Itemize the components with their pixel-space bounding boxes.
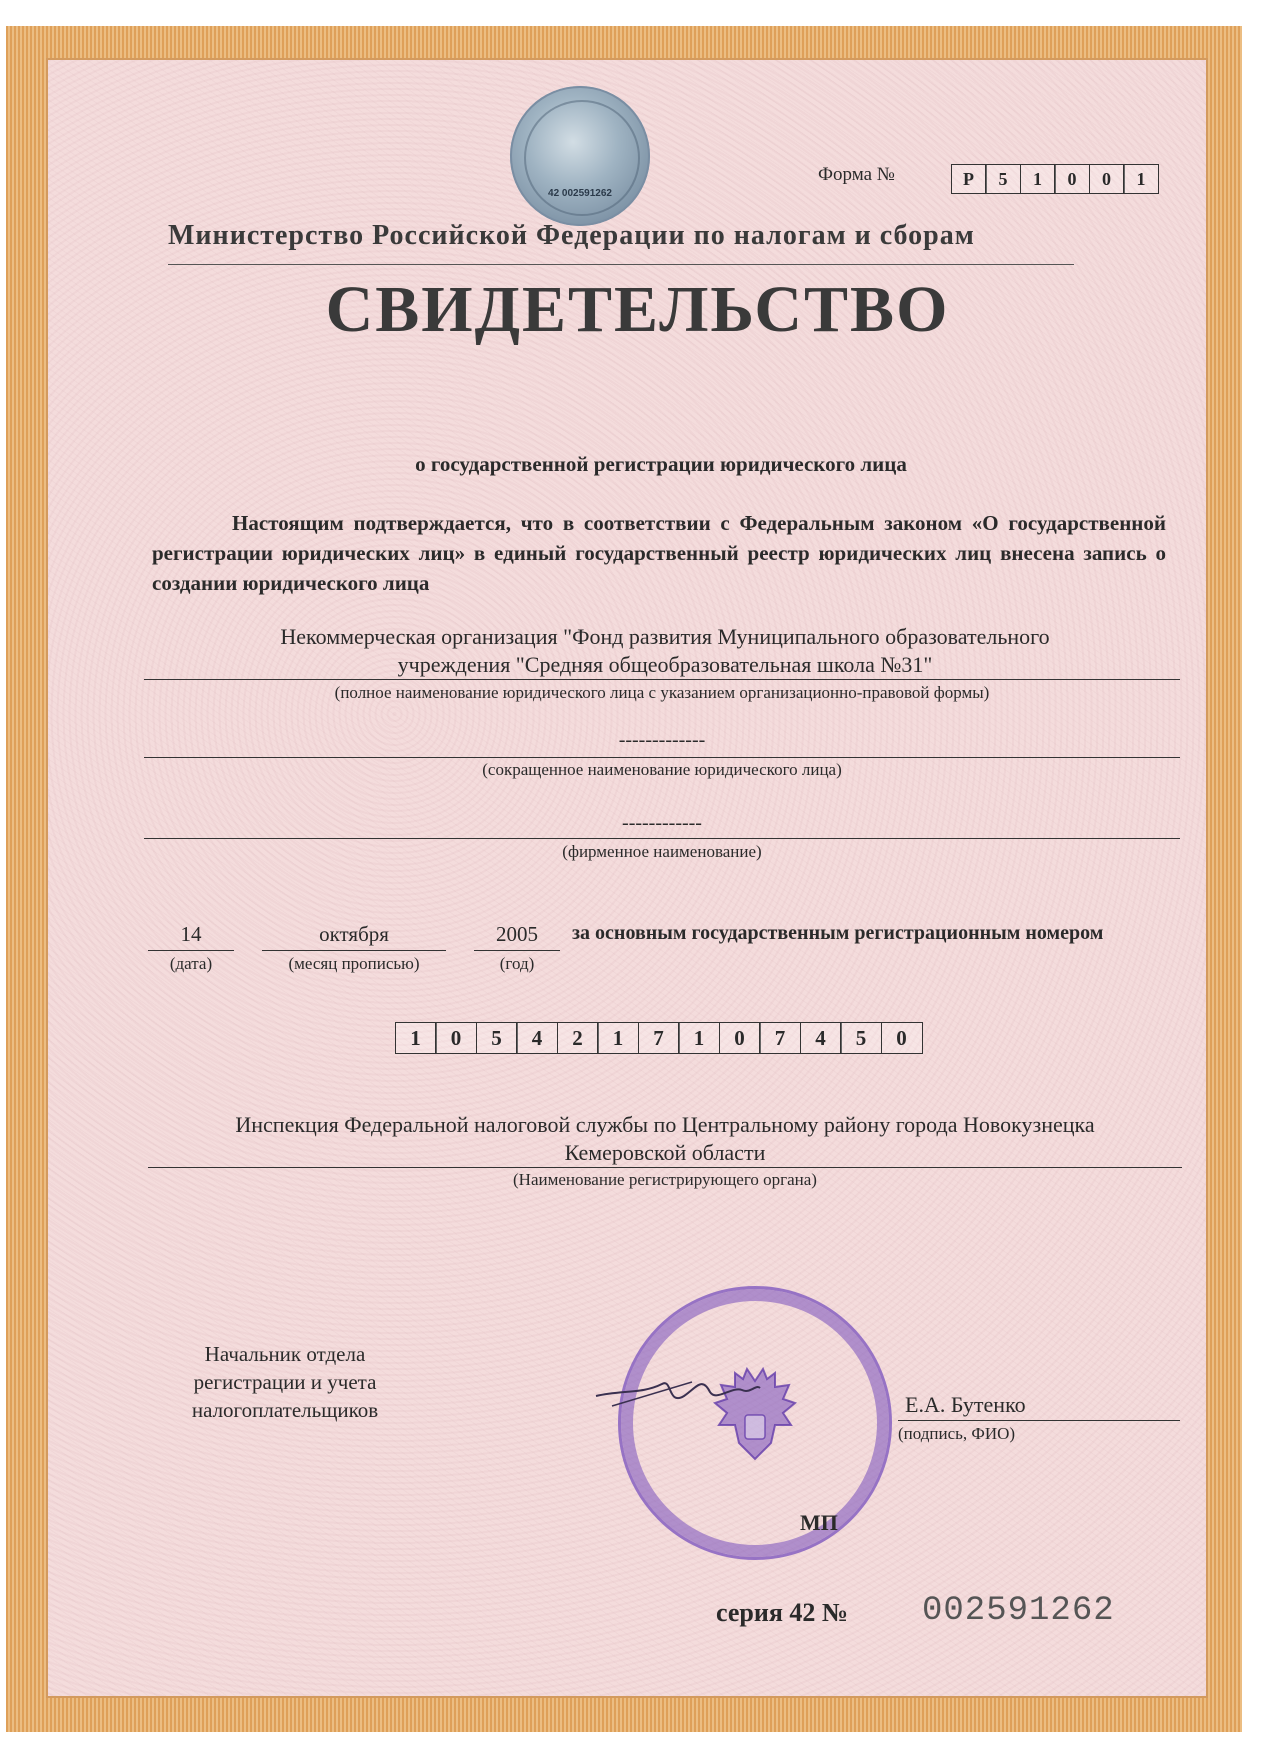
- ogrn-digit: 0: [881, 1022, 923, 1054]
- date-day-caption: (дата): [169, 954, 213, 973]
- ogrn-number: [396, 1022, 923, 1054]
- authority-underline: [148, 1167, 1182, 1168]
- ogrn-digit: 0: [719, 1022, 761, 1054]
- ogrn-digit: 2: [557, 1022, 599, 1054]
- firm-name-caption: (фирменное наименование): [562, 842, 762, 861]
- date-month-caption: (месяц прописью): [288, 954, 420, 973]
- short-name-underline: [144, 757, 1180, 758]
- series-number: 002591262: [922, 1592, 1115, 1630]
- ogrn-digit: 7: [759, 1022, 801, 1054]
- ogrn-digit: 4: [516, 1022, 558, 1054]
- date-month-underline: [262, 950, 446, 951]
- signer-underline: [898, 1420, 1180, 1421]
- ogrn-digit: 5: [476, 1022, 518, 1054]
- ogrn-digit: 1: [597, 1022, 639, 1054]
- date-year: 2005: [496, 922, 538, 946]
- hologram-number: 42 002591262: [548, 188, 612, 199]
- chief-title-line1: Начальник отдела: [204, 1342, 366, 1366]
- ministry-underline: [168, 264, 1074, 265]
- authority-caption: (Наименование регистрирующего органа): [513, 1170, 817, 1189]
- registration-number-label: за основным государственным регистрационным номером: [572, 922, 1104, 944]
- signer-name: Е.А. Бутенко: [905, 1392, 1026, 1417]
- document-title: СВИДЕТЕЛЬСТВО: [325, 273, 950, 346]
- confirmation-text: Настоящим подтверждается, что в соответствии с Федеральным законом «О государственной регистрации юридических лиц» в единый государственный реестр юридических лиц внесена запись о создании юридического лица: [152, 511, 1166, 595]
- full-name-line2: учреждения "Средняя общеобразовательная школа №31": [397, 652, 933, 677]
- full-name-caption: (полное наименование юридического лица с указанием организационно-правовой формы): [334, 683, 990, 702]
- ogrn-digit: 1: [395, 1022, 437, 1054]
- ogrn-digit: 7: [638, 1022, 680, 1054]
- stamp-place-label: МП: [800, 1510, 838, 1535]
- form-number-cell: Р: [951, 164, 987, 194]
- signer-caption: (подпись, ФИО): [898, 1424, 1016, 1443]
- date-day-underline: [148, 950, 234, 951]
- form-number-cell: 1: [1123, 164, 1159, 194]
- chief-title: [160, 1340, 410, 1424]
- hologram-seal: [510, 86, 650, 226]
- date-month: октября: [319, 922, 389, 946]
- date-day: 14: [180, 922, 202, 946]
- full-name-line1: Некоммерческая организация "Фонд развития Муниципального образовательного: [280, 624, 1050, 649]
- ogrn-digit: 0: [435, 1022, 477, 1054]
- signature: [592, 1366, 762, 1416]
- full-name-underline: [144, 679, 1180, 680]
- form-number: [952, 164, 1159, 194]
- firm-name-underline: [144, 838, 1180, 839]
- ogrn-digit: 4: [800, 1022, 842, 1054]
- form-label: Форма №: [818, 164, 895, 185]
- ogrn-digit: 1: [678, 1022, 720, 1054]
- official-stamp: [618, 1286, 892, 1560]
- date-year-caption: (год): [499, 954, 535, 973]
- document-subtitle: о государственной регистрации юридического лица: [415, 452, 907, 476]
- authority-line2: Кемеровской области: [564, 1140, 766, 1165]
- series-label: серия 42 №: [716, 1598, 849, 1627]
- chief-title-line3: налогоплательщиков: [191, 1398, 379, 1422]
- short-name-caption: (сокращенное наименование юридического лица): [482, 760, 842, 779]
- chief-title-line2: регистрации и учета: [193, 1370, 377, 1394]
- short-name-value: -------------: [618, 729, 706, 751]
- authority-line1: Инспекция Федеральной налоговой службы по Центральному району города Новокузнецка: [235, 1112, 1095, 1137]
- form-number-cell: 5: [985, 164, 1021, 194]
- firm-name-value: ------------: [622, 812, 702, 834]
- date-year-underline: [474, 950, 560, 951]
- form-number-cell: 1: [1020, 164, 1056, 194]
- ogrn-digit: 5: [840, 1022, 882, 1054]
- form-number-cell: 0: [1054, 164, 1090, 194]
- ministry-heading: Министерство Российской Федерации по налогам и сборам: [168, 220, 975, 251]
- form-number-cell: 0: [1089, 164, 1125, 194]
